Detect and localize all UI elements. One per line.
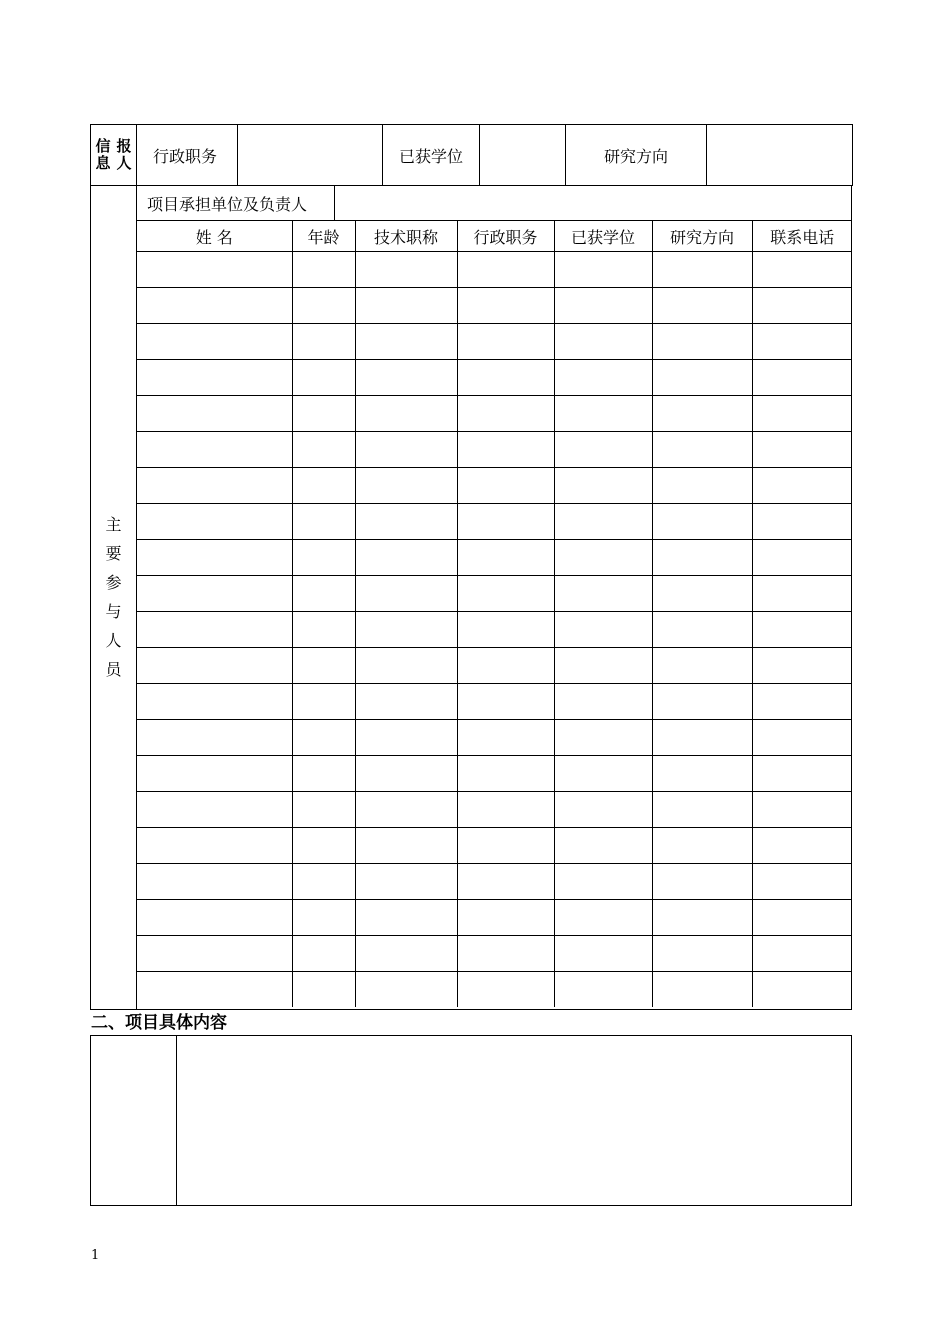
table-cell[interactable] <box>292 324 355 360</box>
table-cell[interactable] <box>137 396 292 432</box>
table-cell[interactable] <box>752 648 852 684</box>
table-cell[interactable] <box>457 252 554 288</box>
table-cell[interactable] <box>652 540 752 576</box>
table-cell[interactable] <box>752 324 852 360</box>
table-cell[interactable] <box>652 468 752 504</box>
table-row <box>137 972 852 1008</box>
table-row <box>137 720 852 756</box>
table-cell[interactable] <box>355 468 457 504</box>
side-label-char: 主 <box>105 515 122 534</box>
table-row <box>137 324 852 360</box>
table-cell[interactable] <box>137 432 292 468</box>
table-row <box>137 756 852 792</box>
side-label-char: 要 <box>105 544 122 563</box>
table-cell[interactable] <box>292 756 355 792</box>
admin-post-label: 行政职务 <box>137 125 238 186</box>
table-cell[interactable] <box>652 720 752 756</box>
table-cell[interactable] <box>355 720 457 756</box>
table-cell[interactable] <box>554 900 652 936</box>
research-direction-label: 研究方向 <box>566 125 707 186</box>
table-cell[interactable] <box>137 900 292 936</box>
table-cell[interactable] <box>752 684 852 720</box>
table-row <box>137 612 852 648</box>
table-cell[interactable] <box>137 360 292 396</box>
side-label-char: 参 <box>105 573 122 592</box>
admin-post-field[interactable] <box>238 125 383 186</box>
unit-leader-label: 项目承担单位及负责人 <box>137 186 335 220</box>
table-row <box>137 864 852 900</box>
table-cell[interactable] <box>457 468 554 504</box>
side-label-char: 人 <box>105 631 122 650</box>
table-row <box>137 684 852 720</box>
table-cell[interactable] <box>355 900 457 936</box>
table-cell[interactable] <box>355 828 457 864</box>
table-cell[interactable] <box>652 360 752 396</box>
table-cell[interactable] <box>292 576 355 612</box>
column-header: 行政职务 <box>457 221 554 252</box>
side-label-char: 员 <box>105 660 122 679</box>
table-cell[interactable] <box>457 288 554 324</box>
table-cell[interactable] <box>292 828 355 864</box>
table-cell[interactable] <box>554 756 652 792</box>
table-row <box>137 396 852 432</box>
table-cell[interactable] <box>137 684 292 720</box>
side-label-char: 报 <box>116 137 132 155</box>
table-cell[interactable] <box>457 756 554 792</box>
table-cell[interactable] <box>554 720 652 756</box>
table-cell[interactable] <box>752 576 852 612</box>
table-cell[interactable] <box>355 396 457 432</box>
table-cell[interactable] <box>752 288 852 324</box>
degree-label: 已获学位 <box>383 125 480 186</box>
table-cell[interactable] <box>554 648 652 684</box>
table-cell[interactable] <box>457 504 554 540</box>
table-cell[interactable] <box>292 648 355 684</box>
table-cell[interactable] <box>652 792 752 828</box>
table-cell[interactable] <box>355 792 457 828</box>
table-cell[interactable] <box>752 936 852 972</box>
table-cell[interactable] <box>752 972 852 1008</box>
table-cell[interactable] <box>652 828 752 864</box>
column-header: 姓 名 <box>137 221 292 252</box>
column-header: 研究方向 <box>652 221 752 252</box>
table-cell[interactable] <box>457 864 554 900</box>
table-row <box>137 288 852 324</box>
table-row <box>137 360 852 396</box>
table-row <box>137 252 852 288</box>
table-cell[interactable] <box>652 432 752 468</box>
table-cell[interactable] <box>457 792 554 828</box>
table-cell[interactable] <box>137 540 292 576</box>
table-cell[interactable] <box>355 252 457 288</box>
participants-table <box>137 221 852 1007</box>
table-cell[interactable] <box>752 432 852 468</box>
table-row <box>137 792 852 828</box>
table-cell[interactable] <box>457 972 554 1008</box>
table-cell[interactable] <box>292 972 355 1008</box>
unit-row <box>137 186 852 221</box>
unit-leader-field[interactable] <box>335 186 852 220</box>
table-cell[interactable] <box>292 900 355 936</box>
main-participants-block <box>90 186 852 1010</box>
table-cell[interactable] <box>554 612 652 648</box>
table-row <box>137 468 852 504</box>
table-row <box>137 828 852 864</box>
table-cell[interactable] <box>652 396 752 432</box>
project-content-field[interactable] <box>177 1036 851 1205</box>
table-cell[interactable] <box>554 360 652 396</box>
table-cell[interactable] <box>355 648 457 684</box>
table-cell[interactable] <box>355 576 457 612</box>
table-cell[interactable] <box>137 576 292 612</box>
table-cell[interactable] <box>554 540 652 576</box>
table-cell[interactable] <box>457 612 554 648</box>
side-label-char: 信 <box>95 137 111 155</box>
table-cell[interactable] <box>457 360 554 396</box>
table-cell[interactable] <box>292 612 355 648</box>
table-row <box>137 648 852 684</box>
table-cell[interactable] <box>457 936 554 972</box>
table-cell[interactable] <box>292 720 355 756</box>
table-cell[interactable] <box>292 360 355 396</box>
table-cell[interactable] <box>652 900 752 936</box>
column-header: 技术职称 <box>355 221 457 252</box>
table-cell[interactable] <box>355 756 457 792</box>
table-cell[interactable] <box>554 792 652 828</box>
table-cell[interactable] <box>752 360 852 396</box>
table-cell[interactable] <box>652 648 752 684</box>
table-cell[interactable] <box>554 684 652 720</box>
table-cell[interactable] <box>355 972 457 1008</box>
table-cell[interactable] <box>355 612 457 648</box>
table-cell[interactable] <box>137 972 292 1008</box>
column-header: 年龄 <box>292 221 355 252</box>
table-cell[interactable] <box>355 540 457 576</box>
table-cell[interactable] <box>137 324 292 360</box>
degree-field[interactable] <box>480 125 566 186</box>
table-cell[interactable] <box>292 540 355 576</box>
table-cell[interactable] <box>457 648 554 684</box>
project-content-label-cell <box>91 1036 177 1205</box>
page-number: 1 <box>91 1248 100 1263</box>
table-cell[interactable] <box>457 576 554 612</box>
table-cell[interactable] <box>652 684 752 720</box>
table-cell[interactable] <box>752 828 852 864</box>
table-cell[interactable] <box>554 288 652 324</box>
table-cell[interactable] <box>752 468 852 504</box>
table-row <box>137 936 852 972</box>
table-cell[interactable] <box>457 540 554 576</box>
table-cell[interactable] <box>355 360 457 396</box>
table-row <box>137 900 852 936</box>
table-cell[interactable] <box>752 612 852 648</box>
side-label-char: 人 <box>116 154 132 172</box>
table-cell[interactable] <box>137 252 292 288</box>
side-label-char: 与 <box>105 602 122 621</box>
table-cell[interactable] <box>292 288 355 324</box>
table-cell[interactable] <box>292 432 355 468</box>
section-title: 二、项目具体内容 <box>91 1013 227 1033</box>
table-cell[interactable] <box>752 396 852 432</box>
participants-header-row <box>137 221 852 252</box>
side-label-char: 息 <box>95 154 111 172</box>
table-cell[interactable] <box>457 432 554 468</box>
table-row <box>137 540 852 576</box>
table-row <box>137 576 852 612</box>
column-header: 联系电话 <box>752 221 852 252</box>
table-cell[interactable] <box>652 936 752 972</box>
table-cell[interactable] <box>292 252 355 288</box>
table-cell[interactable] <box>652 972 752 1008</box>
table-cell[interactable] <box>137 936 292 972</box>
table-cell[interactable] <box>457 324 554 360</box>
table-cell[interactable] <box>355 504 457 540</box>
table-cell[interactable] <box>752 756 852 792</box>
table-cell[interactable] <box>355 432 457 468</box>
table-cell[interactable] <box>355 288 457 324</box>
table-cell[interactable] <box>137 612 292 648</box>
table-cell[interactable] <box>554 504 652 540</box>
table-cell[interactable] <box>355 936 457 972</box>
table-cell[interactable] <box>292 396 355 432</box>
table-cell[interactable] <box>457 684 554 720</box>
table-cell[interactable] <box>554 432 652 468</box>
table-cell[interactable] <box>355 324 457 360</box>
table-cell[interactable] <box>652 612 752 648</box>
table-cell[interactable] <box>652 324 752 360</box>
table-cell[interactable] <box>554 864 652 900</box>
table-cell[interactable] <box>554 468 652 504</box>
table-cell[interactable] <box>652 288 752 324</box>
table-cell[interactable] <box>292 792 355 828</box>
table-cell[interactable] <box>292 864 355 900</box>
table-cell[interactable] <box>652 504 752 540</box>
table-cell[interactable] <box>752 864 852 900</box>
table-cell[interactable] <box>554 576 652 612</box>
table-cell[interactable] <box>137 288 292 324</box>
research-direction-field[interactable] <box>707 125 853 186</box>
table-cell[interactable] <box>292 504 355 540</box>
reporter-info-table <box>90 124 853 186</box>
table-cell[interactable] <box>554 252 652 288</box>
table-cell[interactable] <box>137 792 292 828</box>
table-cell[interactable] <box>752 900 852 936</box>
table-cell[interactable] <box>292 468 355 504</box>
table-cell[interactable] <box>292 936 355 972</box>
table-cell[interactable] <box>554 828 652 864</box>
table-row <box>137 504 852 540</box>
table-cell[interactable] <box>457 396 554 432</box>
table-cell[interactable] <box>752 252 852 288</box>
table-cell[interactable] <box>137 828 292 864</box>
table-cell[interactable] <box>652 756 752 792</box>
table-cell[interactable] <box>652 252 752 288</box>
column-header: 已获学位 <box>554 221 652 252</box>
table-cell[interactable] <box>137 756 292 792</box>
table-cell[interactable] <box>137 864 292 900</box>
table-cell[interactable] <box>652 576 752 612</box>
table-cell[interactable] <box>554 324 652 360</box>
table-cell[interactable] <box>554 936 652 972</box>
table-cell[interactable] <box>752 504 852 540</box>
table-cell[interactable] <box>457 900 554 936</box>
table-cell[interactable] <box>355 684 457 720</box>
table-cell[interactable] <box>652 864 752 900</box>
table-cell[interactable] <box>457 828 554 864</box>
table-cell[interactable] <box>355 864 457 900</box>
table-cell[interactable] <box>292 684 355 720</box>
reporter-info-label <box>91 125 137 186</box>
table-cell[interactable] <box>137 504 292 540</box>
table-cell[interactable] <box>137 648 292 684</box>
table-row <box>137 432 852 468</box>
table-cell[interactable] <box>137 468 292 504</box>
table-cell[interactable] <box>554 396 652 432</box>
main-participants-label <box>91 186 137 1009</box>
table-cell[interactable] <box>752 720 852 756</box>
table-cell[interactable] <box>137 720 292 756</box>
table-cell[interactable] <box>457 720 554 756</box>
project-content-box <box>90 1035 852 1206</box>
table-cell[interactable] <box>752 540 852 576</box>
table-cell[interactable] <box>554 972 652 1008</box>
table-cell[interactable] <box>752 792 852 828</box>
